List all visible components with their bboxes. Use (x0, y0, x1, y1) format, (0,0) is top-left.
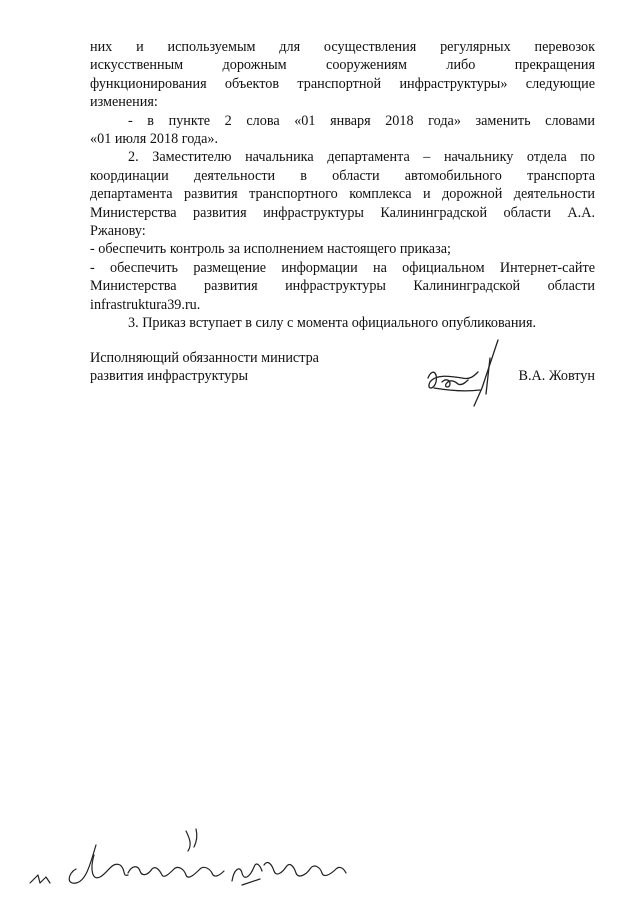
signatory-role-line: развития инфраструктуры (90, 368, 249, 385)
paragraph-line: Министерства развития инфраструктуры Калининградской области (90, 278, 595, 295)
paragraph-line: функционирования объектов транспортной инфраструктуры» следующие (90, 75, 595, 92)
paragraph-line: координации деятельности в области автомобильного транспорта (90, 167, 595, 184)
order-body (90, 38, 595, 333)
approval-signatures (28, 825, 358, 895)
paragraph-line: Ржанову: (90, 223, 146, 240)
signatory-name: В.А. Жовтун (518, 368, 595, 384)
paragraph-line: infrastruktura39.ru. (90, 296, 201, 313)
paragraph-line: департамента развития транспортного комплекса и дорожной деятельности (90, 186, 595, 203)
signatory-role (90, 349, 390, 386)
paragraph-line: - обеспечить размещение информации на официальном Интернет-сайте (90, 259, 595, 276)
paragraph-line: изменения: (90, 94, 158, 111)
paragraph-line: «01 июля 2018 года». (90, 131, 219, 148)
handwritten-signature (420, 338, 510, 418)
paragraph-line: 3. Приказ вступает в силу с момента официального опубликования. (128, 315, 537, 332)
paragraph-line: искусственным дорожным сооружениям либо прекращения (90, 57, 595, 74)
paragraph-line: Министерства развития инфраструктуры Калининградской области А.А. (90, 204, 595, 221)
paragraph-line: - в пункте 2 слова «01 января 2018 года» заменить словами (128, 112, 595, 129)
paragraph-line: них и используемым для осуществления регулярных перевозок (90, 39, 595, 55)
signatory-role-line: Исполняющий обязанности министра (90, 350, 319, 366)
paragraph-line: - обеспечить контроль за исполнением настоящего приказа; (90, 241, 451, 258)
paragraph-line: 2. Заместителю начальника департамента – начальнику отдела по (128, 149, 595, 166)
